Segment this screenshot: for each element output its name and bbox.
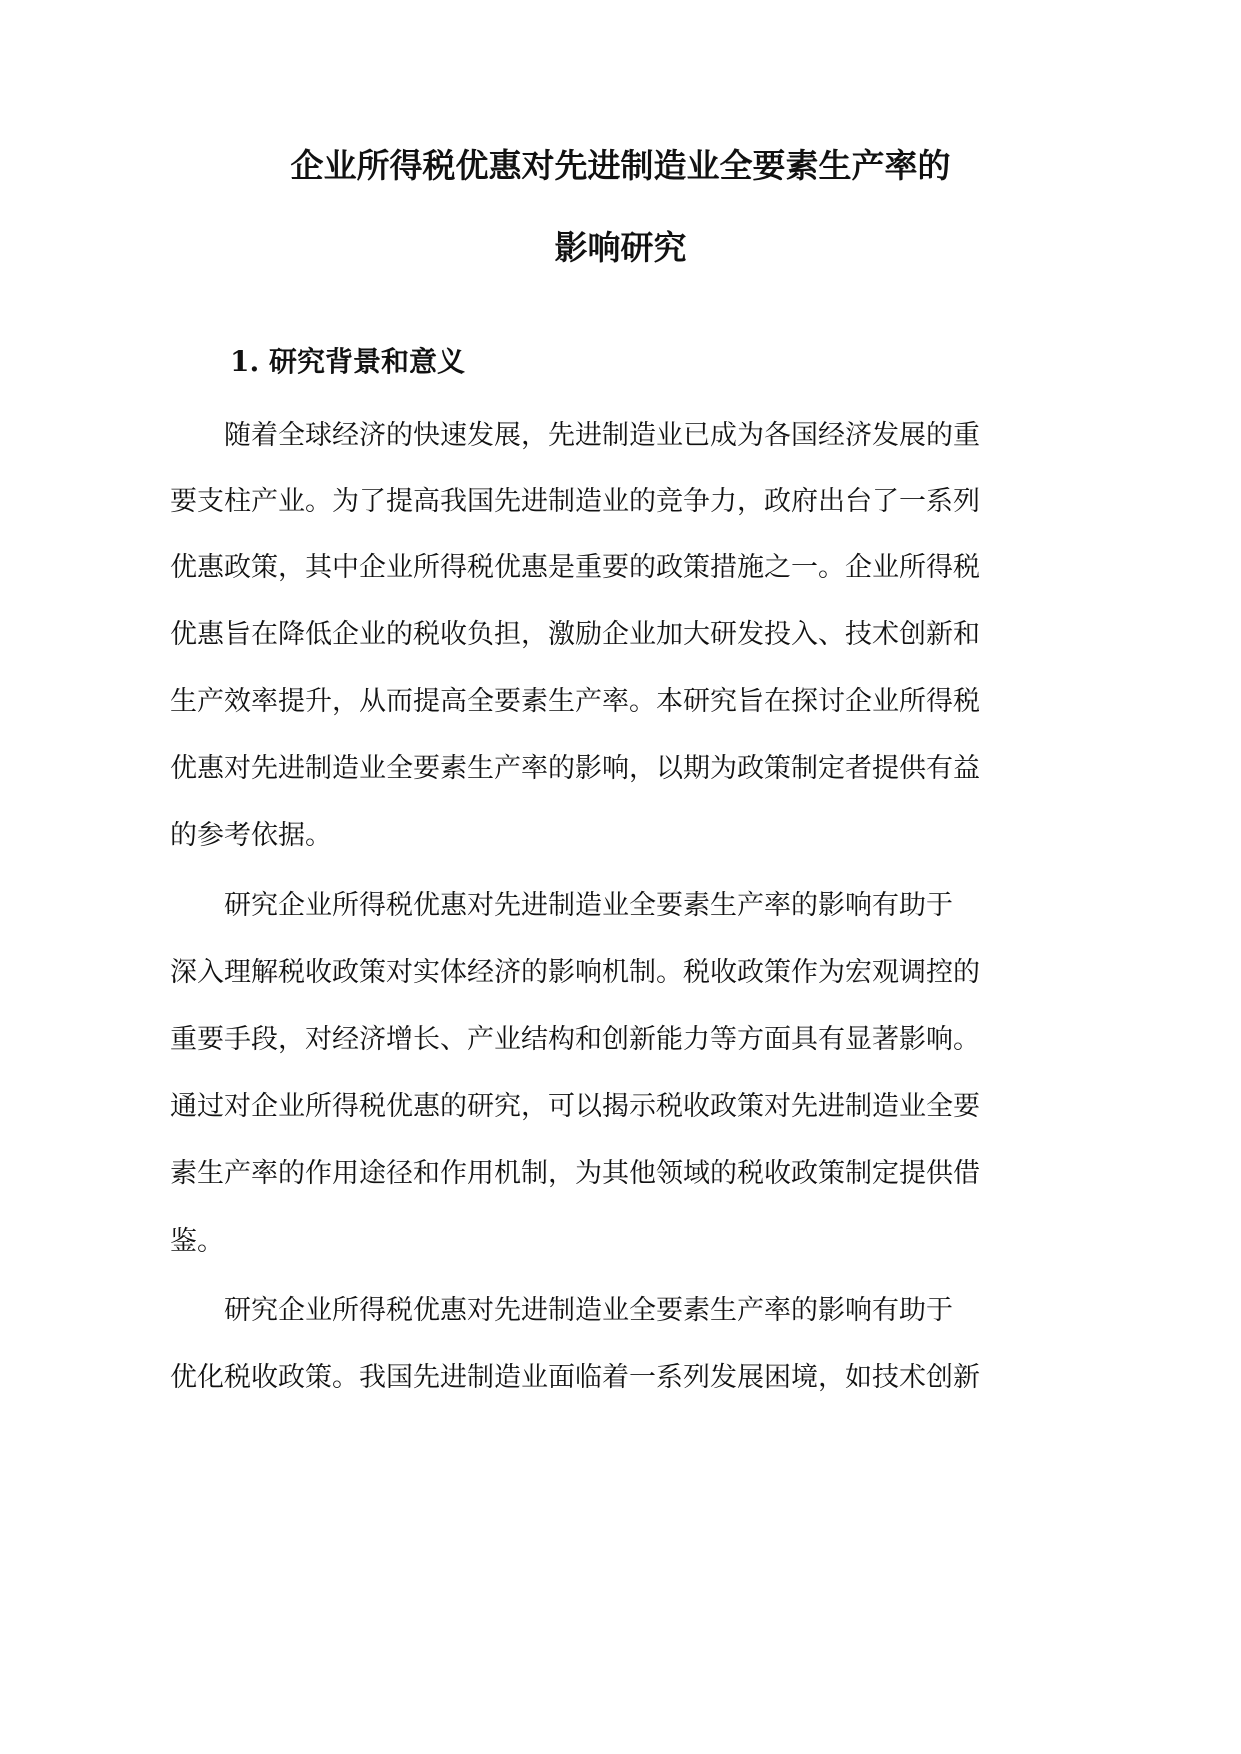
paragraph-line: 要支柱产业。为了提高我国先进制造业的竞争力，政府出台了一系列 — [170, 486, 980, 517]
paragraph-line: 优化税收政策。我国先进制造业面临着一系列发展困境，如技术创新 — [170, 1362, 980, 1393]
paragraph-line: 研究企业所得税优惠对先进制造业全要素生产率的影响有助于 — [224, 890, 953, 921]
paragraph-line: 随着全球经济的快速发展，先进制造业已成为各国经济发展的重 — [224, 420, 980, 451]
paragraph-line: 优惠对先进制造业全要素生产率的影响，以期为政策制定者提供有益 — [170, 753, 980, 784]
paragraph-line: 生产效率提升，从而提高全要素生产率。本研究旨在探讨企业所得税 — [170, 686, 980, 717]
paragraph-line: 重要手段，对经济增长、产业结构和创新能力等方面具有显著影响。 — [170, 1024, 980, 1055]
paragraph-line: 深入理解税收政策对实体经济的影响机制。税收政策作为宏观调控的 — [170, 957, 980, 988]
paragraph-line: 优惠旨在降低企业的税收负担，激励企业加大研发投入、技术创新和 — [170, 619, 980, 650]
document-title-line-2: 影响研究 — [554, 228, 687, 267]
paragraph-line: 通过对企业所得税优惠的研究，可以揭示税收政策对先进制造业全要 — [170, 1091, 980, 1122]
paragraph-line: 素生产率的作用途径和作用机制，为其他领域的税收政策制定提供借 — [170, 1158, 980, 1189]
document-title-line-1: 企业所得税优惠对先进制造业全要素生产率的 — [290, 146, 951, 185]
section-heading: 1. 研究背景和意义 — [230, 345, 465, 378]
paragraph-line: 优惠政策，其中企业所得税优惠是重要的政策措施之一。企业所得税 — [170, 552, 980, 583]
paragraph-line: 的参考依据。 — [170, 820, 332, 851]
paragraph-line: 鉴。 — [170, 1226, 224, 1257]
paragraph-line: 研究企业所得税优惠对先进制造业全要素生产率的影响有助于 — [224, 1295, 953, 1326]
